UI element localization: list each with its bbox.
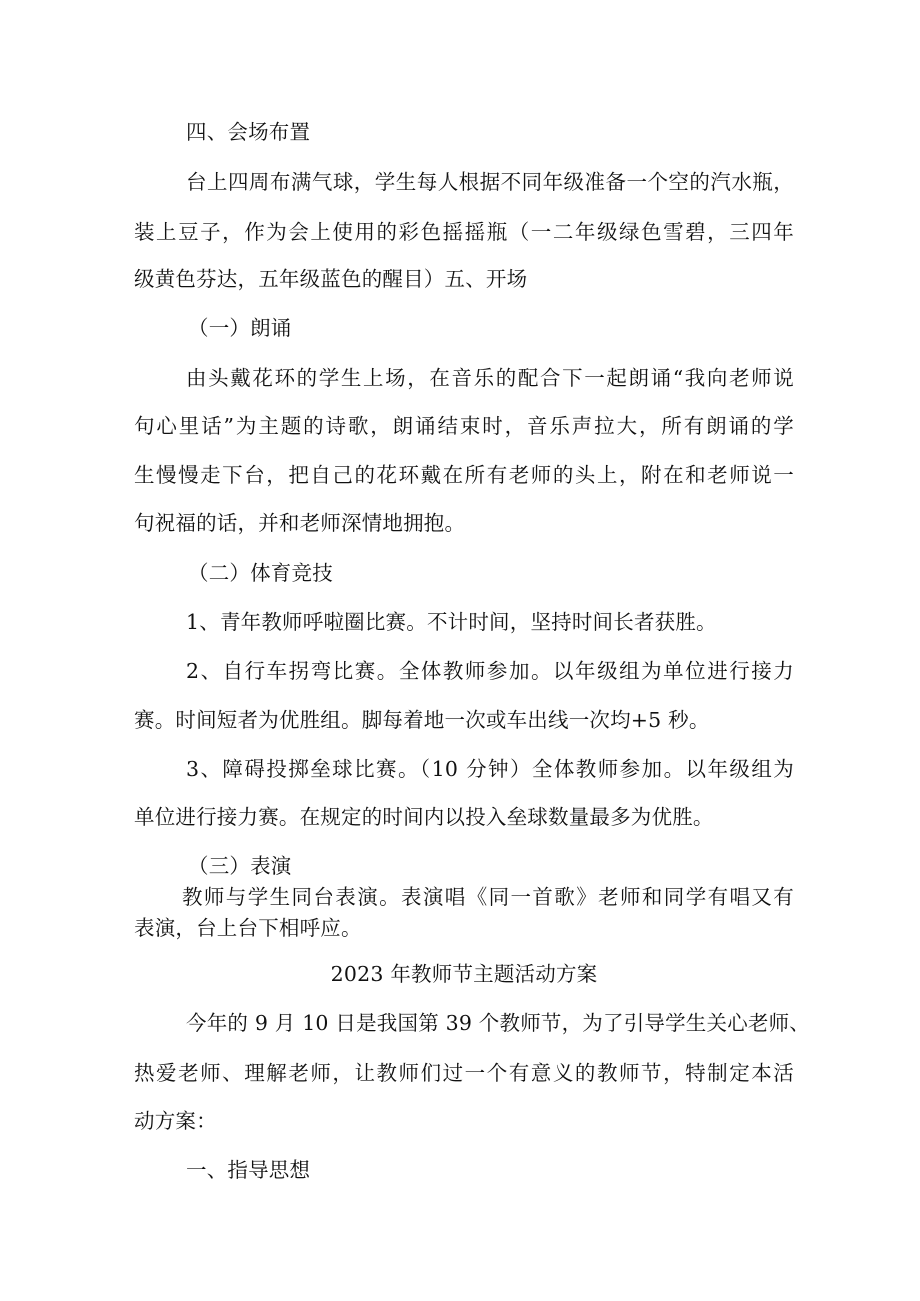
text-line: 今年的 9 月 10 日是我国第 39 个教师节，为了引导学生关心老师、 — [186, 1011, 811, 1035]
text-line: 句心里话”为主题的诗歌，朗诵结束时，音乐声拉大，所有朗诵的学 — [134, 414, 794, 438]
text-line: 级黄色芬达，五年级蓝色的醒目）五、开场 — [134, 267, 528, 291]
text-line: （二）体育竞技 — [188, 561, 333, 585]
text-line: 生慢慢走下台，把自己的花环戴在所有老师的头上，附在和老师说一 — [134, 463, 794, 487]
text-line: （一）朗诵 — [188, 316, 292, 340]
text-line: 由头戴花环的学生上场，在音乐的配合下一起朗诵“我向老师说 — [186, 366, 794, 390]
text-line: 2、自行车拐弯比赛。全体教师参加。以年级组为单位进行接力 — [186, 659, 794, 683]
text-line: 台上四周布满气球，学生每人根据不同年级准备一个空的汽水瓶， — [186, 170, 794, 194]
text-line: 动方案： — [134, 1109, 217, 1133]
text-line: 热爱老师、理解老师，让教师们过一个有意义的教师节，特制定本活 — [134, 1061, 794, 1085]
text-line: 一、指导思想 — [186, 1158, 311, 1182]
text-line: 3、障碍投掷垒球比赛。（10 分钟）全体教师参加。以年级组为 — [186, 757, 794, 781]
text-line: 表演，台上台下相呼应。 — [134, 916, 362, 940]
text-line: 句祝福的话，并和老师深情地拥抱。 — [134, 511, 466, 535]
text-line: 装上豆子，作为会上使用的彩色摇摇瓶（一二年级绿色雪碧，三四年 — [134, 220, 794, 244]
text-line: 四、会场布置 — [186, 120, 311, 144]
text-line: 教师与学生同台表演。表演唱《同一首歌》老师和同学有唱又有 — [182, 885, 794, 909]
text-line: 单位进行接力赛。在规定的时间内以投入垒球数量最多为优胜。 — [134, 805, 714, 829]
document-title: 2023 年教师节主题活动方案 — [330, 962, 598, 986]
text-line: （三）表演 — [188, 854, 292, 878]
text-line: 赛。时间短者为优胜组。脚每着地一次或车出线一次均+5 秒。 — [134, 708, 710, 732]
text-line: 1、青年教师呼啦圈比赛。不计时间，坚持时间长者获胜。 — [186, 610, 717, 634]
